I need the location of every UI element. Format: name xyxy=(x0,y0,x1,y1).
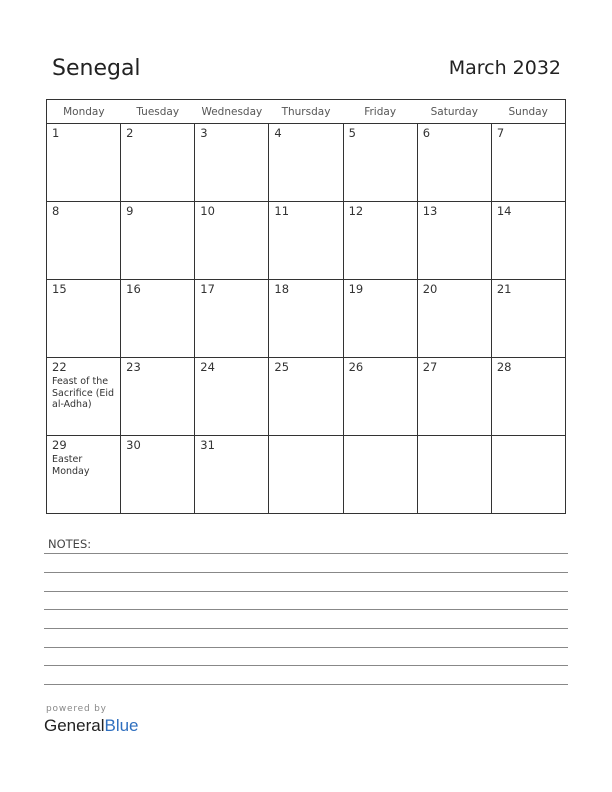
calendar-week-row xyxy=(47,124,566,202)
day-number xyxy=(269,436,342,438)
day-number: 24 xyxy=(200,360,215,374)
calendar-week-row xyxy=(47,202,566,280)
day-number: 29 xyxy=(52,438,67,452)
calendar-day-cell xyxy=(121,280,195,358)
calendar-day-cell xyxy=(121,202,195,280)
calendar-week-row xyxy=(47,280,566,358)
calendar-day-cell xyxy=(417,202,491,280)
note-line xyxy=(44,591,568,592)
calendar-day-cell xyxy=(47,280,121,358)
note-line xyxy=(44,572,568,573)
day-number: 10 xyxy=(200,204,215,218)
calendar-week-row xyxy=(47,358,566,436)
calendar-day-cell xyxy=(417,358,491,436)
calendar-day-cell xyxy=(195,436,269,514)
day-number xyxy=(344,436,417,438)
day-number: 5 xyxy=(348,126,356,140)
calendar-day-cell xyxy=(343,358,417,436)
day-number xyxy=(418,436,491,438)
calendar-day-cell xyxy=(343,280,417,358)
calendar-grid xyxy=(46,99,566,514)
calendar-day-cell xyxy=(121,436,195,514)
calendar-day-cell xyxy=(491,358,565,436)
calendar-day-cell xyxy=(47,124,121,202)
holiday-label: Easter Monday xyxy=(52,454,90,477)
day-number: 4 xyxy=(274,126,282,140)
calendar-week-row xyxy=(47,436,566,514)
calendar-day-cell xyxy=(47,202,121,280)
note-line xyxy=(44,647,568,648)
note-line xyxy=(44,628,568,629)
calendar-month-year: March 2032 xyxy=(448,57,561,79)
calendar-day-cell xyxy=(269,202,343,280)
calendar-day-cell xyxy=(121,124,195,202)
note-line xyxy=(44,553,568,554)
calendar-day-cell xyxy=(417,436,491,514)
powered-by-text: powered by xyxy=(46,704,107,714)
calendar-day-cell xyxy=(195,124,269,202)
day-number: 12 xyxy=(348,204,364,218)
calendar-day-cell xyxy=(121,358,195,436)
day-number: 31 xyxy=(200,438,215,452)
day-number: 18 xyxy=(274,282,290,296)
calendar-day-cell xyxy=(269,358,343,436)
day-number: 21 xyxy=(496,282,512,296)
day-number: 22 xyxy=(52,360,67,374)
note-line xyxy=(44,665,568,666)
calendar-day-cell xyxy=(269,280,343,358)
weekday-header: Friday xyxy=(343,100,417,124)
day-number: 30 xyxy=(126,438,141,452)
day-number: 11 xyxy=(274,204,290,218)
calendar-day-cell xyxy=(269,124,343,202)
calendar-day-cell xyxy=(47,436,121,514)
day-number: 20 xyxy=(422,282,438,296)
calendar-day-cell xyxy=(417,280,491,358)
day-number: 23 xyxy=(126,360,141,374)
calendar-day-cell xyxy=(491,436,565,514)
day-number: 1 xyxy=(52,126,60,140)
note-line xyxy=(44,609,568,610)
weekday-header: Saturday xyxy=(417,100,491,124)
calendar-day-cell xyxy=(195,202,269,280)
day-number: 6 xyxy=(422,126,431,140)
day-number: 9 xyxy=(126,204,134,218)
notes-label: NOTES: xyxy=(48,537,92,551)
calendar-day-cell xyxy=(343,202,417,280)
weekday-header: Thursday xyxy=(269,100,343,124)
calendar-day-cell xyxy=(47,358,121,436)
weekday-header: Wednesday xyxy=(195,100,269,124)
logo-blue-text: Blue xyxy=(104,716,139,735)
day-number: 19 xyxy=(348,282,364,296)
day-number: 3 xyxy=(200,126,208,140)
day-number: 15 xyxy=(52,282,67,296)
calendar-day-cell xyxy=(269,436,343,514)
calendar-day-cell xyxy=(343,436,417,514)
weekday-header-row xyxy=(47,100,566,124)
calendar-day-cell xyxy=(417,124,491,202)
calendar-day-cell xyxy=(343,124,417,202)
day-number xyxy=(492,436,565,438)
day-number: 8 xyxy=(52,204,60,218)
day-number: 26 xyxy=(348,360,364,374)
day-number: 2 xyxy=(126,126,134,140)
day-number: 25 xyxy=(274,360,290,374)
day-number: 14 xyxy=(496,204,512,218)
weekday-header: Tuesday xyxy=(121,100,195,124)
calendar-country-title: Senegal xyxy=(52,56,141,81)
weekday-header: Monday xyxy=(47,100,121,124)
day-number: 17 xyxy=(200,282,215,296)
generalblue-logo xyxy=(44,716,139,736)
weekday-header: Sunday xyxy=(491,100,565,124)
day-number: 16 xyxy=(126,282,141,296)
calendar-day-cell xyxy=(491,280,565,358)
day-number: 27 xyxy=(422,360,438,374)
day-number: 28 xyxy=(496,360,512,374)
note-line xyxy=(44,684,568,685)
calendar-day-cell xyxy=(195,280,269,358)
calendar-day-cell xyxy=(491,202,565,280)
logo-general-text: General xyxy=(44,716,105,735)
day-number: 13 xyxy=(422,204,438,218)
calendar-day-cell xyxy=(195,358,269,436)
holiday-label: Feast of the Sacrifice (Eid al-Adha) xyxy=(52,376,115,410)
day-number: 7 xyxy=(496,126,505,140)
calendar-day-cell xyxy=(491,124,565,202)
